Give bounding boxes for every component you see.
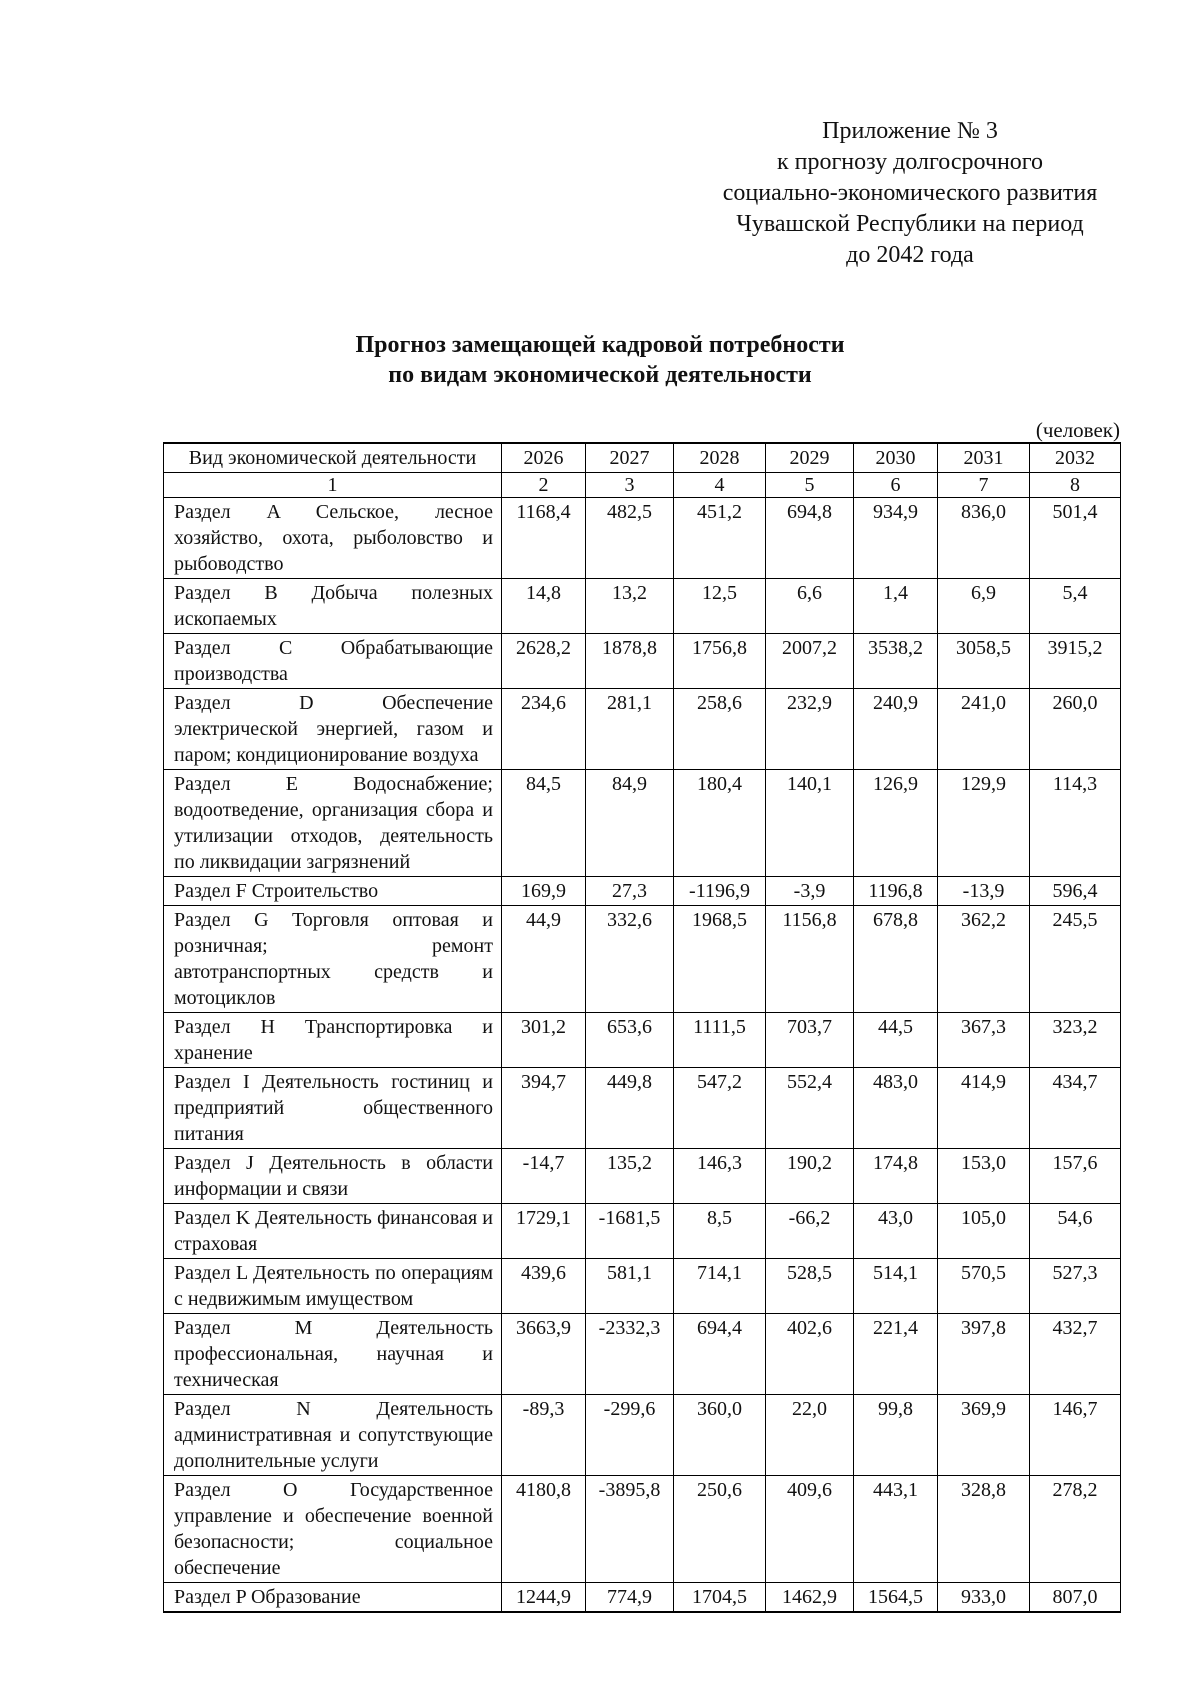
- value-cell: 232,9: [766, 689, 854, 770]
- value-cell: 1156,8: [766, 906, 854, 1013]
- activity-name-cell: Раздел F Строительство: [164, 877, 502, 906]
- value-cell: 84,9: [586, 770, 674, 877]
- document-title: [160, 330, 1040, 390]
- activity-name-cell: Раздел K Деятельность финансовая и страховая: [164, 1204, 502, 1259]
- value-cell: 1968,5: [674, 906, 766, 1013]
- value-cell: 596,4: [1030, 877, 1121, 906]
- table-row: [164, 877, 1121, 906]
- value-cell: 369,9: [938, 1395, 1030, 1476]
- value-cell: 2007,2: [766, 634, 854, 689]
- value-cell: 1564,5: [854, 1583, 938, 1613]
- value-cell: 714,1: [674, 1259, 766, 1314]
- value-cell: -1681,5: [586, 1204, 674, 1259]
- value-cell: -89,3: [502, 1395, 586, 1476]
- activity-name-cell: Раздел G Торговля оптовая и розничная; ремонт автотранспортных средств и мотоциклов: [164, 906, 502, 1013]
- value-cell: 432,7: [1030, 1314, 1121, 1395]
- activity-name-cell: Раздел H Транспортировка и хранение: [164, 1013, 502, 1068]
- value-cell: 836,0: [938, 498, 1030, 579]
- activity-name-cell: Раздел N Деятельность административная и сопутствующие дополнительные услуги: [164, 1395, 502, 1476]
- activity-name-cell: Раздел L Деятельность по операциям с недвижимым имуществом: [164, 1259, 502, 1314]
- header-activity: Вид экономической деятельности: [164, 443, 502, 473]
- value-cell: 332,6: [586, 906, 674, 1013]
- value-cell: 3538,2: [854, 634, 938, 689]
- header-year: 2028: [674, 443, 766, 473]
- value-cell: 703,7: [766, 1013, 854, 1068]
- value-cell: 260,0: [1030, 689, 1121, 770]
- annex-line-2: к прогнозу долгосрочного: [776, 149, 1044, 175]
- value-cell: 22,0: [766, 1395, 854, 1476]
- table-row: [164, 1149, 1121, 1204]
- header-year: 2030: [854, 443, 938, 473]
- value-cell: 678,8: [854, 906, 938, 1013]
- value-cell: 328,8: [938, 1476, 1030, 1583]
- value-cell: -1196,9: [674, 877, 766, 906]
- value-cell: 258,6: [674, 689, 766, 770]
- value-cell: 44,5: [854, 1013, 938, 1068]
- column-number-row: [164, 473, 1121, 498]
- table-row: [164, 1259, 1121, 1314]
- value-cell: 414,9: [938, 1068, 1030, 1149]
- value-cell: 323,2: [1030, 1013, 1121, 1068]
- value-cell: 1704,5: [674, 1583, 766, 1613]
- annex-line-1: Приложение № 3: [822, 118, 998, 144]
- table-row: [164, 689, 1121, 770]
- value-cell: 2628,2: [502, 634, 586, 689]
- value-cell: 4180,8: [502, 1476, 586, 1583]
- column-number: 7: [938, 473, 1030, 498]
- value-cell: 552,4: [766, 1068, 854, 1149]
- header-year: 2027: [586, 443, 674, 473]
- value-cell: 1168,4: [502, 498, 586, 579]
- activity-name-cell: Раздел B Добыча полезных ископаемых: [164, 579, 502, 634]
- value-cell: 190,2: [766, 1149, 854, 1204]
- value-cell: -66,2: [766, 1204, 854, 1259]
- value-cell: 245,5: [1030, 906, 1121, 1013]
- table-row: [164, 1476, 1121, 1583]
- value-cell: 44,9: [502, 906, 586, 1013]
- value-cell: -3,9: [766, 877, 854, 906]
- value-cell: 581,1: [586, 1259, 674, 1314]
- value-cell: 54,6: [1030, 1204, 1121, 1259]
- value-cell: 250,6: [674, 1476, 766, 1583]
- header-row: [164, 443, 1121, 473]
- activity-name-cell: Раздел C Обрабатывающие производства: [164, 634, 502, 689]
- value-cell: 153,0: [938, 1149, 1030, 1204]
- units-label: (человек): [1035, 418, 1120, 442]
- value-cell: 653,6: [586, 1013, 674, 1068]
- value-cell: 8,5: [674, 1204, 766, 1259]
- annex-line-3: социально-экономического развития: [722, 180, 1098, 206]
- value-cell: 434,7: [1030, 1068, 1121, 1149]
- value-cell: 14,8: [502, 579, 586, 634]
- column-number: 2: [502, 473, 586, 498]
- table-row: [164, 579, 1121, 634]
- annex-note: [680, 116, 1140, 271]
- value-cell: 443,1: [854, 1476, 938, 1583]
- value-cell: 157,6: [1030, 1149, 1121, 1204]
- value-cell: 3915,2: [1030, 634, 1121, 689]
- value-cell: -299,6: [586, 1395, 674, 1476]
- activity-name-cell: Раздел A Сельское, лесное хозяйство, охота, рыболовство и рыбоводство: [164, 498, 502, 579]
- value-cell: 547,2: [674, 1068, 766, 1149]
- activity-name-cell: Раздел J Деятельность в области информации и связи: [164, 1149, 502, 1204]
- value-cell: 240,9: [854, 689, 938, 770]
- value-cell: 281,1: [586, 689, 674, 770]
- table-row: [164, 1395, 1121, 1476]
- table-row: [164, 1013, 1121, 1068]
- value-cell: 180,4: [674, 770, 766, 877]
- value-cell: 84,5: [502, 770, 586, 877]
- table-row: [164, 634, 1121, 689]
- value-cell: 5,4: [1030, 579, 1121, 634]
- value-cell: -2332,3: [586, 1314, 674, 1395]
- value-cell: 241,0: [938, 689, 1030, 770]
- value-cell: 483,0: [854, 1068, 938, 1149]
- activity-name-cell: Раздел D Обеспечение электрической энергией, газом и паром; кондиционирование воздуха: [164, 689, 502, 770]
- header-year: 2029: [766, 443, 854, 473]
- value-cell: 1729,1: [502, 1204, 586, 1259]
- column-number: 6: [854, 473, 938, 498]
- table-row: [164, 906, 1121, 1013]
- title-line-1: Прогноз замещающей кадровой потребности: [355, 332, 845, 358]
- value-cell: 146,7: [1030, 1395, 1121, 1476]
- activity-name-cell: Раздел P Образование: [164, 1583, 502, 1613]
- value-cell: 114,3: [1030, 770, 1121, 877]
- value-cell: 146,3: [674, 1149, 766, 1204]
- value-cell: 6,9: [938, 579, 1030, 634]
- value-cell: 135,2: [586, 1149, 674, 1204]
- table-row: [164, 1583, 1121, 1613]
- value-cell: 1462,9: [766, 1583, 854, 1613]
- value-cell: 1878,8: [586, 634, 674, 689]
- value-cell: 774,9: [586, 1583, 674, 1613]
- value-cell: 527,3: [1030, 1259, 1121, 1314]
- value-cell: 409,6: [766, 1476, 854, 1583]
- header-year: 2026: [502, 443, 586, 473]
- value-cell: 933,0: [938, 1583, 1030, 1613]
- value-cell: 439,6: [502, 1259, 586, 1314]
- value-cell: 174,8: [854, 1149, 938, 1204]
- value-cell: 6,6: [766, 579, 854, 634]
- value-cell: 482,5: [586, 498, 674, 579]
- header-year: 2031: [938, 443, 1030, 473]
- value-cell: 12,5: [674, 579, 766, 634]
- value-cell: 934,9: [854, 498, 938, 579]
- activity-name-cell: Раздел O Государственное управление и обеспечение военной безопасности; социальное обеспечение: [164, 1476, 502, 1583]
- value-cell: 807,0: [1030, 1583, 1121, 1613]
- value-cell: 402,6: [766, 1314, 854, 1395]
- value-cell: 99,8: [854, 1395, 938, 1476]
- value-cell: 13,2: [586, 579, 674, 634]
- annex-line-4: Чувашской Республики на период: [736, 211, 1084, 237]
- column-number: 1: [164, 473, 502, 498]
- value-cell: 1111,5: [674, 1013, 766, 1068]
- table-row: [164, 770, 1121, 877]
- value-cell: 514,1: [854, 1259, 938, 1314]
- table-row: [164, 1068, 1121, 1149]
- value-cell: 105,0: [938, 1204, 1030, 1259]
- value-cell: 221,4: [854, 1314, 938, 1395]
- column-number: 8: [1030, 473, 1121, 498]
- table-row: [164, 1314, 1121, 1395]
- column-number: 5: [766, 473, 854, 498]
- value-cell: 1196,8: [854, 877, 938, 906]
- value-cell: 367,3: [938, 1013, 1030, 1068]
- table-body: [164, 498, 1121, 1613]
- value-cell: 1756,8: [674, 634, 766, 689]
- value-cell: 451,2: [674, 498, 766, 579]
- value-cell: 694,4: [674, 1314, 766, 1395]
- value-cell: -14,7: [502, 1149, 586, 1204]
- value-cell: 1,4: [854, 579, 938, 634]
- value-cell: 169,9: [502, 877, 586, 906]
- value-cell: 449,8: [586, 1068, 674, 1149]
- activity-name-cell: Раздел I Деятельность гостиниц и предприятий общественного питания: [164, 1068, 502, 1149]
- value-cell: 694,8: [766, 498, 854, 579]
- header-year: 2032: [1030, 443, 1121, 473]
- activity-name-cell: Раздел E Водоснабжение; водоотведение, организация сбора и утилизации отходов, деятельность по ликвидации загрязнений: [164, 770, 502, 877]
- value-cell: 1244,9: [502, 1583, 586, 1613]
- value-cell: 126,9: [854, 770, 938, 877]
- value-cell: -13,9: [938, 877, 1030, 906]
- value-cell: -3895,8: [586, 1476, 674, 1583]
- value-cell: 360,0: [674, 1395, 766, 1476]
- value-cell: 528,5: [766, 1259, 854, 1314]
- value-cell: 234,6: [502, 689, 586, 770]
- value-cell: 394,7: [502, 1068, 586, 1149]
- value-cell: 362,2: [938, 906, 1030, 1013]
- value-cell: 570,5: [938, 1259, 1030, 1314]
- value-cell: 43,0: [854, 1204, 938, 1259]
- column-number: 3: [586, 473, 674, 498]
- annex-line-5: до 2042 года: [846, 242, 974, 268]
- forecast-table: [163, 442, 1121, 1613]
- value-cell: 129,9: [938, 770, 1030, 877]
- value-cell: 27,3: [586, 877, 674, 906]
- title-line-2: по видам экономической деятельности: [388, 362, 812, 388]
- value-cell: 3663,9: [502, 1314, 586, 1395]
- table-row: [164, 498, 1121, 579]
- table-row: [164, 1204, 1121, 1259]
- value-cell: 140,1: [766, 770, 854, 877]
- value-cell: 501,4: [1030, 498, 1121, 579]
- value-cell: 3058,5: [938, 634, 1030, 689]
- activity-name-cell: Раздел M Деятельность профессиональная, научная и техническая: [164, 1314, 502, 1395]
- value-cell: 397,8: [938, 1314, 1030, 1395]
- value-cell: 301,2: [502, 1013, 586, 1068]
- column-number: 4: [674, 473, 766, 498]
- value-cell: 278,2: [1030, 1476, 1121, 1583]
